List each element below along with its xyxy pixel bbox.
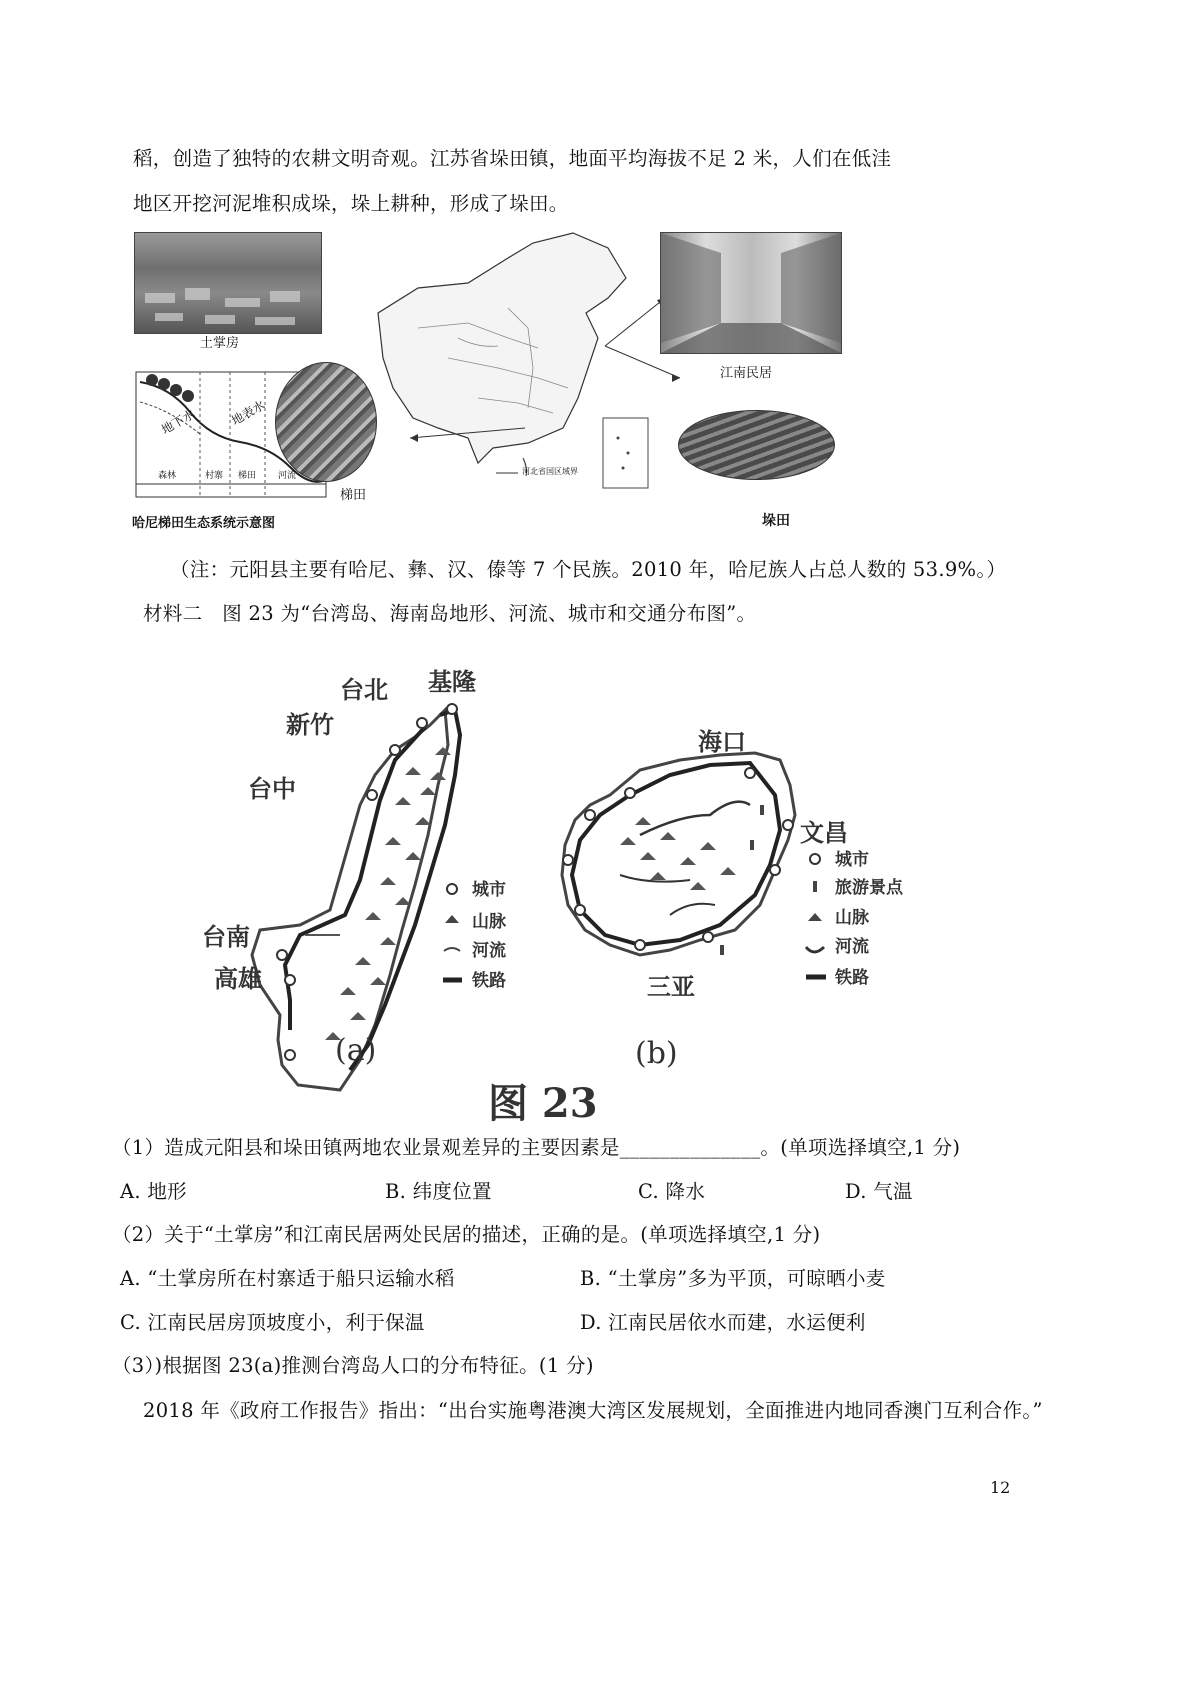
tw-legend-river: 河流 — [472, 941, 506, 961]
q1-stem-text: （1）造成元阳县和垛田镇两地农业景观差异的主要因素是 — [112, 1136, 620, 1159]
tw-legend-city: 城市 — [472, 880, 506, 900]
hn-legend-railway: 铁路 — [835, 968, 869, 988]
q1-blank[interactable]: ______________ — [619, 1136, 761, 1159]
diagram-label-surface-water: 地表水 — [229, 397, 268, 428]
note: （注：元阳县主要有哈尼、彝、汉、傣等 7 个民族。2010 年，哈尼族人占总人数的 53.9%。） — [170, 558, 1007, 581]
q3-stem: （3）)根据图 23(a)推测台湾岛人口的分布特征。(1 分) — [112, 1354, 594, 1377]
hn-legend-scenic: 旅游景点 — [835, 878, 903, 898]
city-tainan: 台南 — [202, 922, 250, 951]
city-taipei: 台北 — [340, 675, 388, 704]
tuzhangfang-photo — [134, 232, 322, 334]
diagram-label-groundwater: 地下水 — [159, 406, 198, 437]
hn-legend-mountain: 山脉 — [835, 908, 869, 928]
q1-stem — [112, 1132, 960, 1160]
hainan-legend — [806, 849, 904, 988]
subfigure-a-label: (a) — [335, 1033, 377, 1068]
city-hsinchu: 新竹 — [286, 710, 334, 739]
q2-option-d[interactable]: D. 江南民居依水而建，水运便利 — [580, 1311, 866, 1334]
jiangnan-photo — [660, 232, 842, 354]
tw-legend-mountain: 山脉 — [472, 912, 506, 932]
diagram-label-forest: 森林 — [158, 471, 177, 481]
city-kaohsiung: 高雄 — [214, 964, 262, 993]
q1-option-a[interactable]: A. 地形 — [120, 1180, 187, 1203]
terrace-caption: 梯田 — [340, 488, 367, 503]
hn-legend-city: 城市 — [835, 850, 869, 870]
city-keelung: 基隆 — [428, 667, 476, 696]
page-number: 12 — [990, 1478, 1011, 1497]
city-taichung: 台中 — [248, 774, 296, 803]
jiangnan-caption: 江南民居 — [720, 366, 773, 381]
q2-stem: （2）关于“土掌房”和江南民居两处民居的描述，正确的是。(单项选择填空,1 分) — [112, 1223, 821, 1246]
tuzhangfang-caption: 土掌房 — [200, 336, 240, 351]
figure-23-svg — [190, 665, 950, 1130]
hn-legend-river: 河流 — [835, 937, 869, 957]
diagram-label-village: 村寨 — [205, 471, 224, 481]
q2-option-c[interactable]: C. 江南民居房顶坡度小，利于保温 — [120, 1311, 425, 1334]
taiwan-legend — [443, 879, 507, 991]
diagram-title: 哈尼梯田生态系统示意图 — [132, 516, 276, 531]
duotian-photo — [678, 410, 835, 480]
city-wenchang: 文昌 — [800, 818, 848, 847]
q1-tail: 。(单项选择填空,1 分) — [760, 1136, 961, 1159]
subfigure-b-label: (b) — [635, 1036, 678, 1071]
tw-legend-railway: 铁路 — [472, 971, 506, 991]
intro-line-1: 稻，创造了独特的农耕文明奇观。江苏省垛田镇，地面平均海拔不足 2 米，人们在低洼 — [133, 147, 892, 170]
figure-23 — [190, 665, 950, 1130]
diagram-label-terrace: 梯田 — [238, 471, 257, 481]
q1-option-c[interactable]: C. 降水 — [638, 1180, 706, 1203]
q2-option-b[interactable]: B. “土掌房”多为平顶，可晾晒小麦 — [580, 1267, 886, 1290]
city-haikou: 海口 — [698, 727, 746, 756]
q1-option-b[interactable]: B. 纬度位置 — [385, 1180, 492, 1203]
material-two: 材料二 图 23 为“台湾岛、海南岛地形、河流、城市和交通分布图”。 — [143, 602, 757, 625]
duotian-caption: 垛田 — [762, 513, 790, 529]
diagram-label-river: 河流 — [278, 471, 297, 481]
q2-option-a[interactable]: A. “土掌房所在村寨适于船只运输水稻 — [120, 1267, 455, 1290]
map-legend: 河北省国区域界 — [522, 467, 578, 476]
city-sanya: 三亚 — [647, 972, 695, 1001]
closing-paragraph: 2018 年《政府工作报告》指出：“出台实施粤港澳大湾区发展规划，全面推进内地同香澳门互利合作。” — [143, 1399, 1043, 1422]
q1-option-d[interactable]: D. 气温 — [845, 1180, 913, 1203]
intro-line-2: 地区开挖河泥堆积成垛，垛上耕种，形成了垛田。 — [133, 192, 569, 215]
figure-23-title: 图 23 — [488, 1080, 598, 1127]
figure-1-composite — [130, 228, 850, 534]
